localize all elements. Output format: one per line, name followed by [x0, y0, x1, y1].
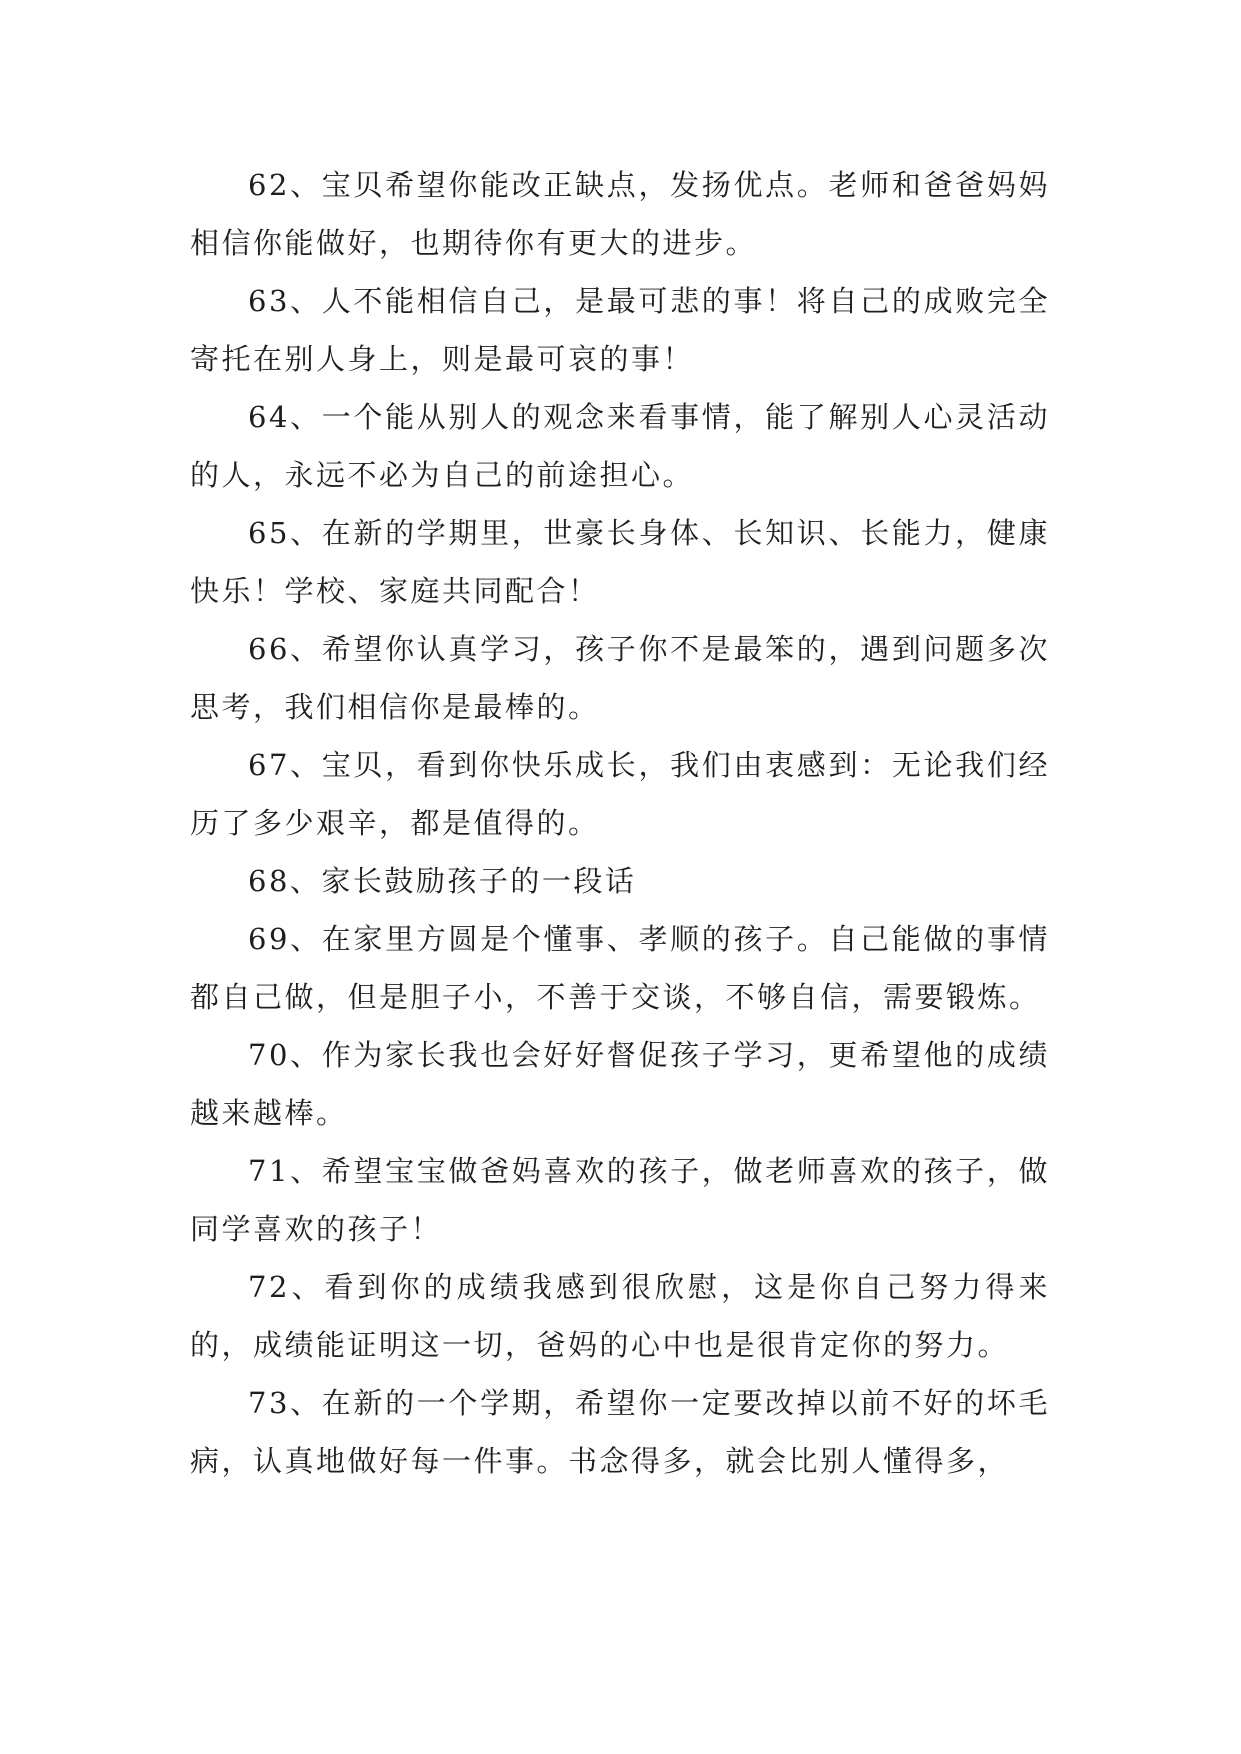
paragraph-68: 68、家长鼓励孩子的一段话: [248, 864, 637, 898]
paragraph-65: 65、在新的学期里，世豪长身体、长知识、长能力，健康快乐！学校、家庭共同配合！: [190, 516, 1050, 608]
paragraph-66: 66、希望你认真学习，孩子你不是最笨的，遇到问题多次思考，我们相信你是最棒的。: [190, 632, 1050, 724]
paragraph-70: 70、作为家长我也会好好督促孩子学习，更希望他的成绩越来越棒。: [190, 1038, 1050, 1130]
document-page: [190, 156, 1050, 1490]
paragraph-72: 72、看到你的成绩我感到很欣慰，这是你自己努力得来的，成绩能证明这一切，爸妈的心中也是很肯定你的努力。: [190, 1270, 1050, 1362]
paragraph-67: 67、宝贝，看到你快乐成长，我们由衷感到：无论我们经历了多少艰辛，都是值得的。: [190, 748, 1050, 840]
paragraph-69: 69、在家里方圆是个懂事、孝顺的孩子。自己能做的事情都自己做，但是胆子小，不善于交谈，不够自信，需要锻炼。: [190, 922, 1050, 1014]
paragraph-71: 71、希望宝宝做爸妈喜欢的孩子，做老师喜欢的孩子，做同学喜欢的孩子！: [190, 1154, 1050, 1246]
paragraph-73: 73、在新的一个学期，希望你一定要改掉以前不好的坏毛病，认真地做好每一件事。书念得多，就会比别人懂得多，: [190, 1386, 1050, 1478]
paragraph-62: 62、宝贝希望你能改正缺点，发扬优点。老师和爸爸妈妈相信你能做好，也期待你有更大的进步。: [190, 168, 1050, 260]
paragraph-64: 64、一个能从别人的观念来看事情，能了解别人心灵活动的人，永远不必为自己的前途担心。: [190, 400, 1050, 492]
paragraph-63: 63、人不能相信自己，是最可悲的事！将自己的成败完全寄托在别人身上，则是最可哀的事！: [190, 284, 1050, 376]
